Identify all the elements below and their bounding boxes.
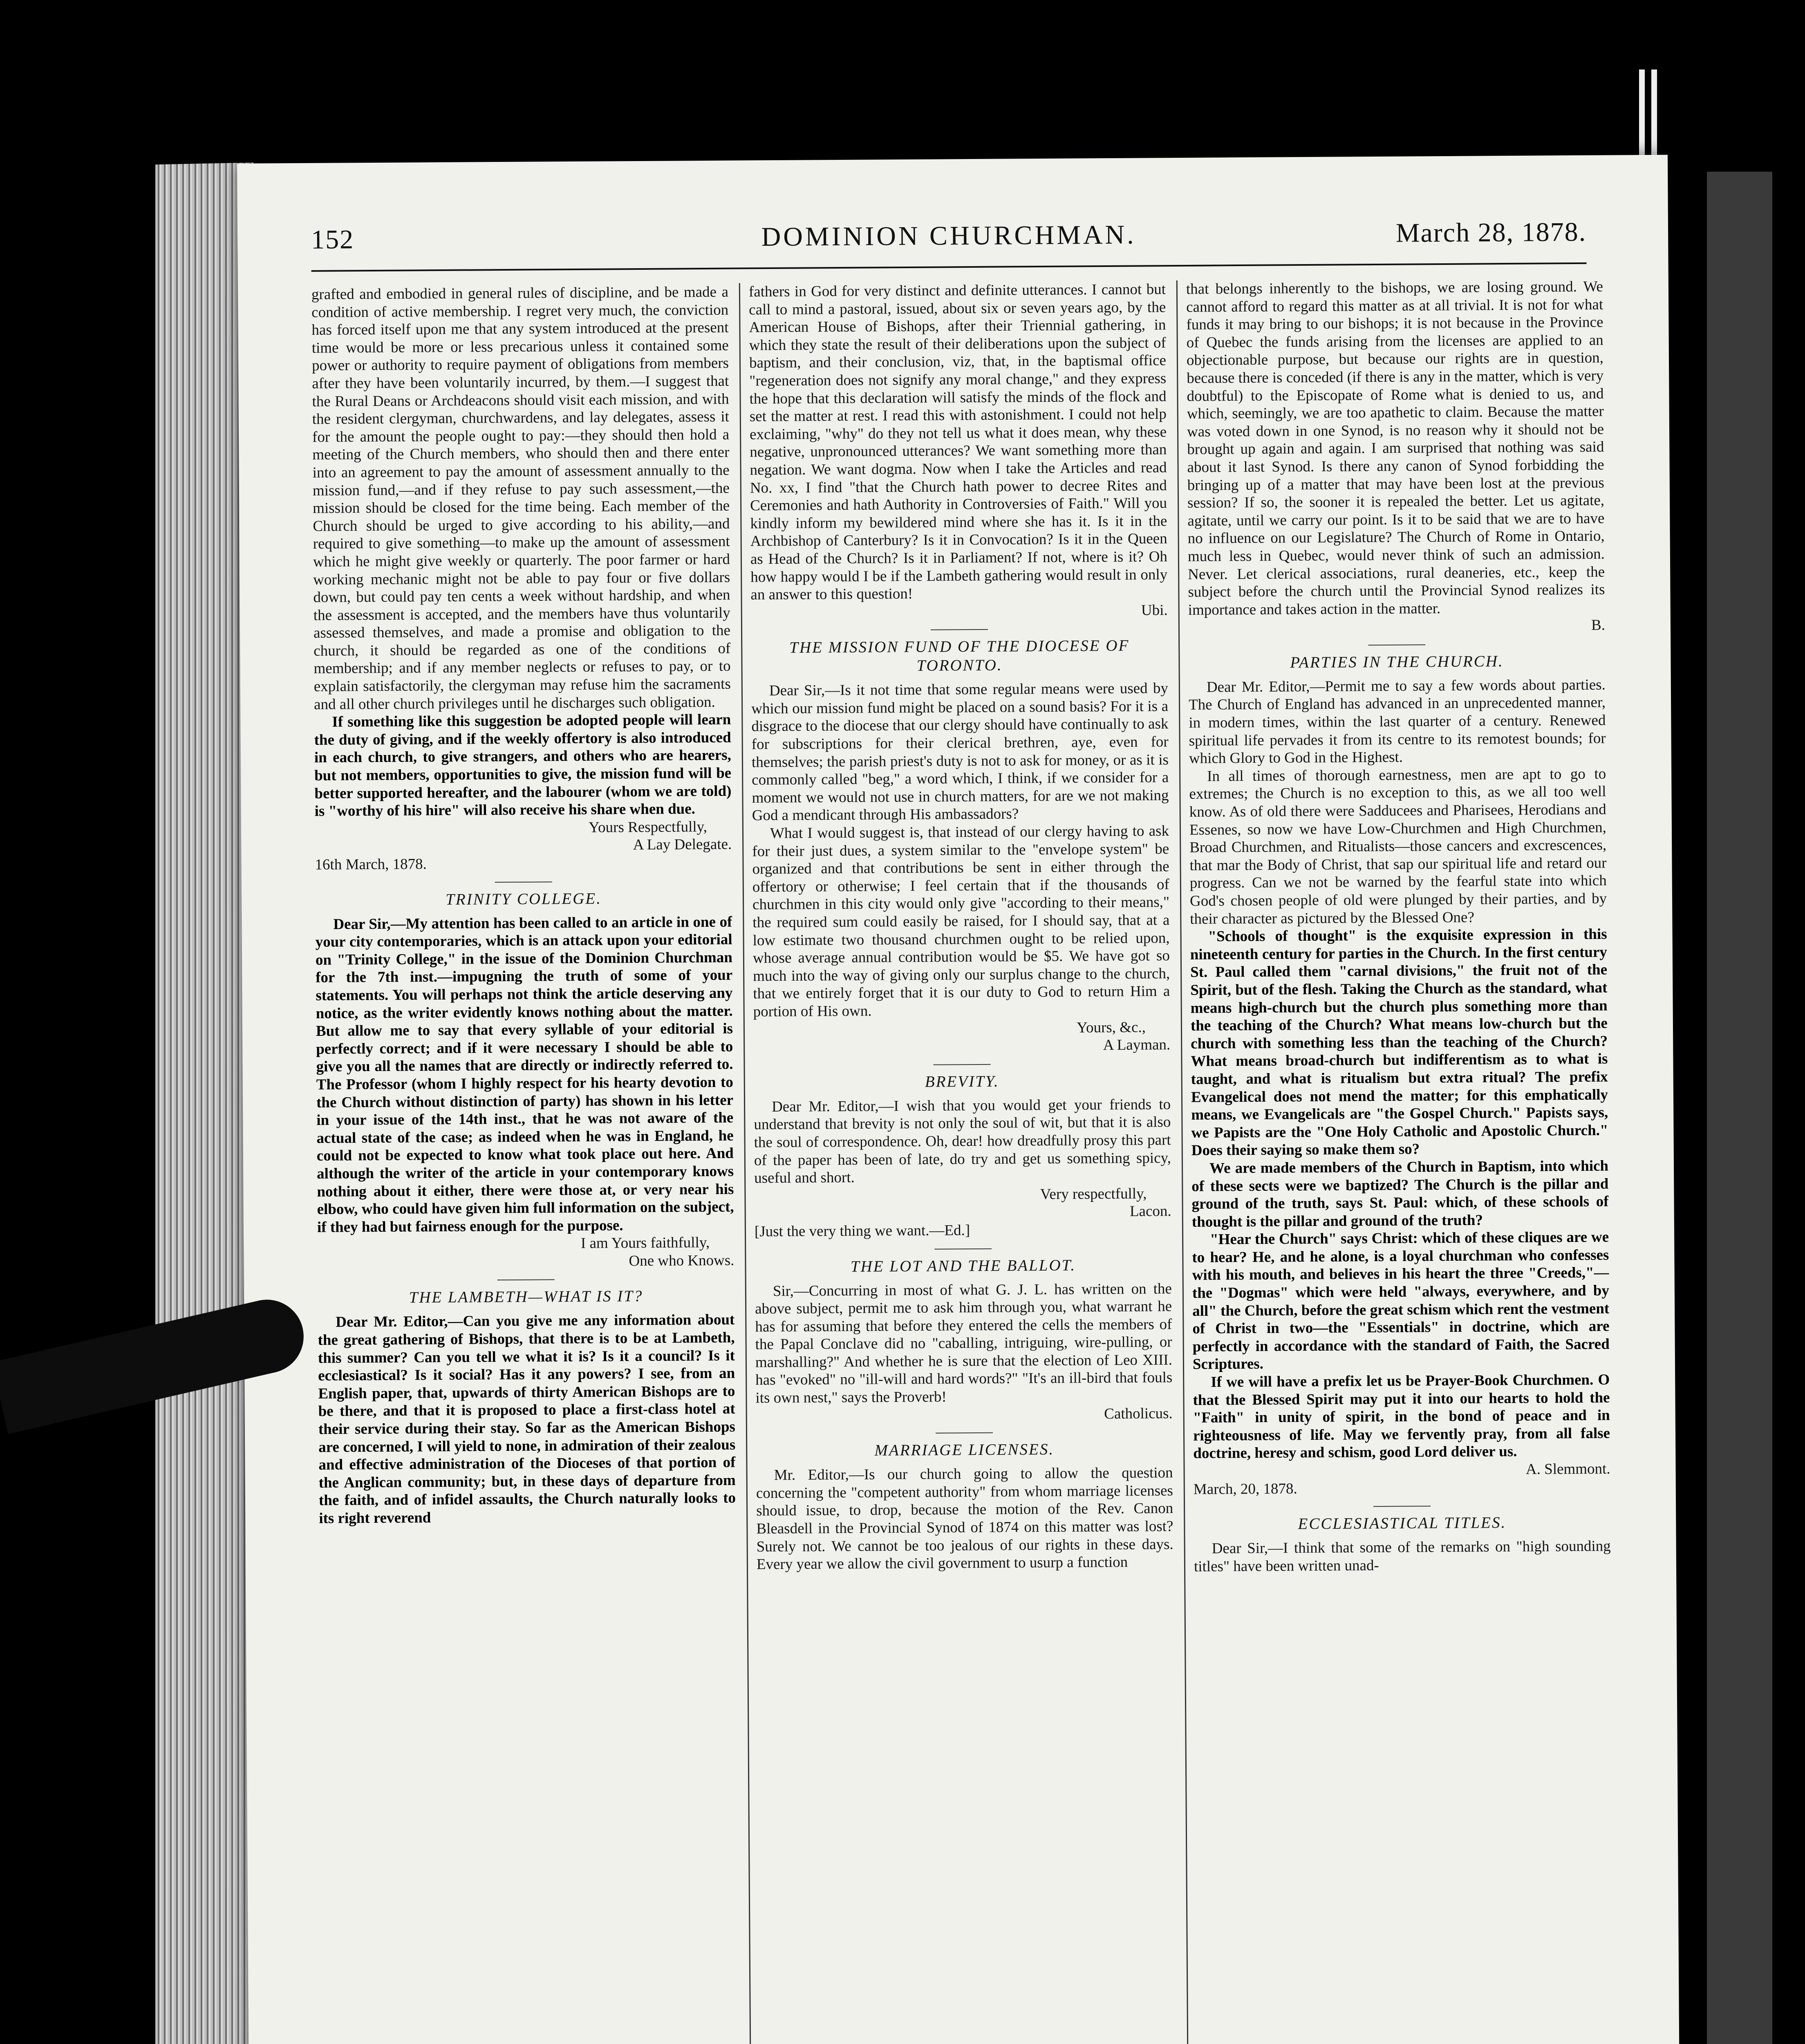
masthead: DOMINION CHURCHMAN. <box>761 220 1136 252</box>
paragraph: "Schools of thought" is the exquisite expression in this nineteenth century for parties in the Church. In the first century St. Paul called them "carnal divisions," the fruit not of the Spirit, but of the flesh. Taking the Church as the standard, what means high-church but the church plus something more than the teaching of the Church? What means low-church but the church with something less than the teaching of the Church? What means broad-church but indifferentism as to what is taught, and what is ritualism but extra ritual? The prefix Evangelical does not mend the matter; for this emphatically means, we Evangelicals are "the Gospel Church." Papists says, we Papists are the "One Holy Catholic and Apostolic Church." Does their saying so make them so? <box>1190 926 1608 1159</box>
letter-closing: I am Yours faithfully, <box>580 1234 710 1252</box>
paragraph: that belongs inherently to the bishops, we are losing ground. We cannot afford to regard this matter as at all trivial. It is not for what funds it may bring to our bishops; it is not because in the Province of Quebec the funds arising from the licenses are applied to an objectionable purpose, but because our rights are in question, because there is conceded (if there is any in the matter, which is very doubtful) to the Episcopate of Rome what is denied to us, and which, seemingly, we are too apathetic to claim. Because the matter was voted down in one Synod, is no reason why it should not be brought up again and again. I am surprised that nothing was said about it last Synod. Is there any canon of Synod forbidding the bringing up of a matter that may have been lost at the previous session? If so, the sooner it is repealed the better. Let us agitate, agitate, until we carry our point. Is it to be said that we are to have no influence on our Legislature? The Church of Rome in Ontario, much less in Quebec, would never think of such an admission. Never. Let clerical associations, rural deaneries, etc., keep the subject before the church until the Provincial Synod realizes its importance and takes action in the matter. <box>1186 278 1605 619</box>
letter-closing: Yours, &c., <box>1076 1019 1146 1036</box>
letter-signature: One who Knows. <box>629 1252 735 1270</box>
book-right-edge <box>1707 172 1772 2044</box>
article-heading: MARRIAGE LICENSES. <box>874 1441 1055 1459</box>
section-separator <box>933 1064 990 1065</box>
article-heading: THE LOT AND THE BALLOT. <box>850 1256 1076 1275</box>
paragraph: Dear Sir,—My attention has been called to an article in one of your city contemporaries, which is an attack upon your editorial on "Trinity College," in the issue of the Dominion Churchman for the 7th inst.—impugning the truth of some of your statements. You will perhaps not think the article deserving any notice, as the writer evidently knows nothing about the matter. But allow me to say that every syllable of your editorial is perfectly correct; and if it were necessary I should be able to give you all the names that are directly or indirectly referred to. The Professor (whom I highly respect for his hearty devotion to the Church without distinction of party) has shown in his letter in your issue of the 14th inst., that he was not aware of the actual state of the case; as indeed when he was in England, he could not be expected to know what took place out here. And although the writer of the article in your contemporary knows nothing about it either, there were those at, or very near his elbow, who could have given him full information on the subject, if they had but fairness enough for the purpose. <box>315 913 734 1236</box>
article-heading: THE LAMBETH—WHAT IS IT? <box>409 1287 643 1307</box>
paragraph: Dear Mr. Editor,—Can you give me any information about the great gathering of Bishops, that there is to be at Lambeth, this summer? Can you tell we what it is? Is it a council? Is it ecclesiastical? Is it social? Has it any powers? I see, from an English paper, that, upwards of thirty American Bishops are to be there, and that it is proposed to place a first-class hotel at their service during their stay. So far as the American Bishops are concerned, I will yield to none, in admiration of their zealous and effective administration of the Dioceses of that portion of the Anglican community; but, in these days of departure from the faith, and of infidel assaults, the Church naturally looks to its right reverend <box>318 1311 736 1527</box>
letter-signature: A Lay Delegate. <box>633 836 732 854</box>
column-2 <box>749 280 1178 2044</box>
paragraph: Dear Sir,—Is it not time that some regular means were used by which our mission fund might be placed on a sound basis? For it is a disgrace to the diocese that our clergy should have continually to ask for subscriptions for their clerical brethren, aye, even for themselves; the parish priest's duty is not to ask for money, or as it is commonly called "beg," a word which, I think, if we consider for a moment we would not use in church matters, for are we not making God a mendicant through His ambassadors? <box>751 680 1169 824</box>
letter-signature: B. <box>1591 616 1606 634</box>
section-separator <box>1373 1506 1431 1507</box>
letter-signature: Lacon. <box>1129 1203 1171 1220</box>
section-separator <box>936 1432 993 1434</box>
section-separator <box>495 881 552 883</box>
page-number: 152 <box>311 224 354 255</box>
paragraph: In all times of thorough earnestness, men are apt to go to extremes; the Church is no exception to this, as we all too well know. As of old there were Sadducees and Pharisees, Herodians and Essenes, so now we have Low-Churchmen and High Churchmen, Broad Churchmen, and Ritualists—those cancers and excrescences, that mar the Body of Christ, that sap our spiritual life and retard our progress. Can we not be warned by the fearful state into which God's chosen people of old were plunged by their parties, and by their character as pictured by the Blessed One? <box>1189 765 1607 928</box>
issue-date: March 28, 1878. <box>1395 217 1587 248</box>
article-heading: ECCLESIASTICAL TITLES. <box>1298 1514 1507 1533</box>
letter-date: March, 20, 1878. <box>1193 1480 1297 1498</box>
paragraph: If something like this suggestion be adopted people will learn the duty of giving, and if the weekly offertory is also introduced in each church, to give strangers, and others who are hearers, but not members, opportunities to give, the mission fund will be better supported hereafter, and the labourer (whom we are told) is "worthy of his hire" will also receive his share when due. <box>314 711 732 820</box>
page-header <box>311 213 1587 265</box>
article-heading: PARTIES IN THE CHURCH. <box>1290 652 1504 672</box>
paragraph: We are made members of the Church in Baptism, into which of these sects were we baptized? The Church is the pillar and ground of the truth, says St. Paul: which, of these schools of thought is the pillar and ground of the truth? <box>1191 1157 1609 1230</box>
letter-signature: A. Slemmont. <box>1525 1460 1610 1478</box>
column-3 <box>1186 278 1615 2044</box>
column-1 <box>311 283 741 2044</box>
editor-note: [Just the very thing we want.—Ed.] <box>754 1222 970 1240</box>
letter-signature: Ubi. <box>1141 601 1168 619</box>
paragraph: What I would suggest is, that instead of our clergy having to ask for their just dues, a system similar to the "envelope system" be organized and that contributions be sent in either through the offertory or otherwise; I feel certain that if the thousands of churchmen in this city would only give "according to their means," the required sum could easily be raised, for I should say, that at a low estimate two thousand churchmen ought to be relied upon, whose average annual contribution would be $5. We have got so much into the way of giving only our surplus change to the church, that we entirely forget that it is our duty to God to return Him a portion of His own. <box>752 823 1170 1020</box>
letter-signature: Catholicus. <box>1104 1405 1173 1422</box>
section-separator <box>1368 644 1425 645</box>
article-heading: TRINITY COLLEGE. <box>445 890 602 908</box>
letter-closing: Yours Respectfully, <box>588 818 708 836</box>
section-separator <box>931 629 988 630</box>
article-heading: THE MISSION FUND OF THE DIOCESE OF TORONTO. <box>789 637 1130 675</box>
newspaper-page <box>237 155 1681 2044</box>
paragraph: If we will have a prefix let us be Prayer-Book Churchmen. O that the Blessed Spirit may put it into our hearts to hold the "Faith" in unity of spirit, in the bond of peace and in righteousness of life. May we fervently pray, from all false doctrine, heresy and schism, good Lord deliver us. <box>1193 1371 1610 1462</box>
letter-signature: A Layman. <box>1103 1036 1171 1054</box>
paragraph: Dear Sir,—I think that some of the remarks on "high sounding titles" have been written unad- <box>1194 1537 1611 1575</box>
paragraph: "Hear the Church" says Christ: which of these cliques are we to hear? He, and he alone, is a loyal churchman who confesses with his mouth, and believes in his heart the three "Creeds,"—the "Dogmas" which were held "always, everywhere, and by all" the Church, before the great schism which rent the vestment of Christ in two—the "Essentials" in doctrine, which are perfectly in accordance with the standard of Faith, the Sacred Scriptures. <box>1192 1228 1610 1373</box>
letter-closing: Very respectfully, <box>1040 1185 1147 1203</box>
paragraph: Dear Mr. Editor,—Permit me to say a few words about parties. The Church of England has advanced in an unprecedented manner, in modern times, within the last quarter of a century. Renewed spiritual life pervades it from its centre to its remotest bounds; for which Glory to God in the Highest. <box>1189 676 1606 767</box>
paragraph: Dear Mr. Editor,—I wish that you would get your friends to understand that brevity is not only the soul of wit, but that it is also the soul of correspondence. Oh, dear! how dreadfully prosy this part of the paper has been of late, do try and get us something spicy, useful and short. <box>754 1096 1171 1187</box>
paragraph: Mr. Editor,—Is our church going to allow the question concerning the "competent authority" from whom marriage licenses should issue, to drop, because the motion of the Rev. Canon Bleasdell in the Provincial Synod of 1874 on this matter was lost? Surely not. We cannot be too jealous of our rights in these days. Every year we allow the civil government to usurp a function <box>756 1464 1173 1573</box>
paragraph: grafted and embodied in general rules of discipline, and be made a condition of active membership. I regret very much, the conviction has forced itself upon me that any system introduced at the present time would be more or less precarious unless it contained some power or authority to require payment of obligations from members after they have been voluntarily incurred, by them.—I suggest that the Rural Deans or Archdeacons should visit each mission, and with the resident clergyman, churchwardens, and lay delegates, assess it for the amount the people ought to pay:—they should then hold a meeting of the Church members, who should then and there enter into an agreement to pay the amount of assessment annually to the mission fund,—and if they refuse to pay such assessment,—the mission should be closed for the time being. Each member of the Church should be urged to give according to his ability,—and required to give something—to make up the amount of assessment which he might give weekly or quarterly. The poor farmer or hard working mechanic might not be able to pay four or five dollars down, but could pay ten cents a week without hardship, and when the assessment is accepted, and the members have thus voluntarily assessed themselves, and made a promise and obligation to the church, it should be regarded as one of the conditions of membership; and if any member neglects or refuses to pay, or to explain satisfactorily, the clergyman may refuse him the sacraments and all other church privileges until he discharges such obligation. <box>311 283 731 713</box>
article-heading: BREVITY. <box>925 1072 999 1091</box>
paragraph: Sir,—Concurring in most of what G. J. L. has written on the above subject, permit me to ask him through you, what warrant he has for assuming that before they entered the cells the members of the Papal Conclave did no "caballing, intriguing, wire-pulling, or marshalling?" And whether he is sure that the election of Leo XIII. has "evoked" no "ill-will and hard words?" "It's an ill-bird that fouls its own nest," says the Proverb! <box>755 1280 1173 1407</box>
section-separator <box>934 1248 992 1249</box>
section-separator <box>497 1280 555 1281</box>
letter-date: 16th March, 1878. <box>315 856 427 873</box>
paragraph: fathers in God for very distinct and definite utterances. I cannot but call to mind a pastoral, issued, about six or seven years ago, by the American House of Bishops, after their Triennial gathering, in which they state the result of their deliberations upon the subject of baptism, and their conclusion, viz, that, in the baptismal office "regeneration does not signify any moral change," and they express the hope that this declaration will satisfy the minds of the flock and set the matter at rest. I read this with astonishment. I could not help exclaiming, "why" do they not tell us what it does mean, why these negative, unpronounced utterances? We want something more than negation. We want dogma. Now when I take the Articles and read No. xx, I find "that the Church hath power to decree Rites and Ceremonies and hath Authority in Controversies of Faith." Will you kindly inform my bewildered mind where she has it. Is it in the Archbishop of Canterbury? Is it in Convocation? Is it in the Queen as Head of the Church? Is it in Parliament? If not, where is it? Oh how happy would I be if the Lambeth gathering would result in only an answer to this question! <box>748 281 1168 603</box>
